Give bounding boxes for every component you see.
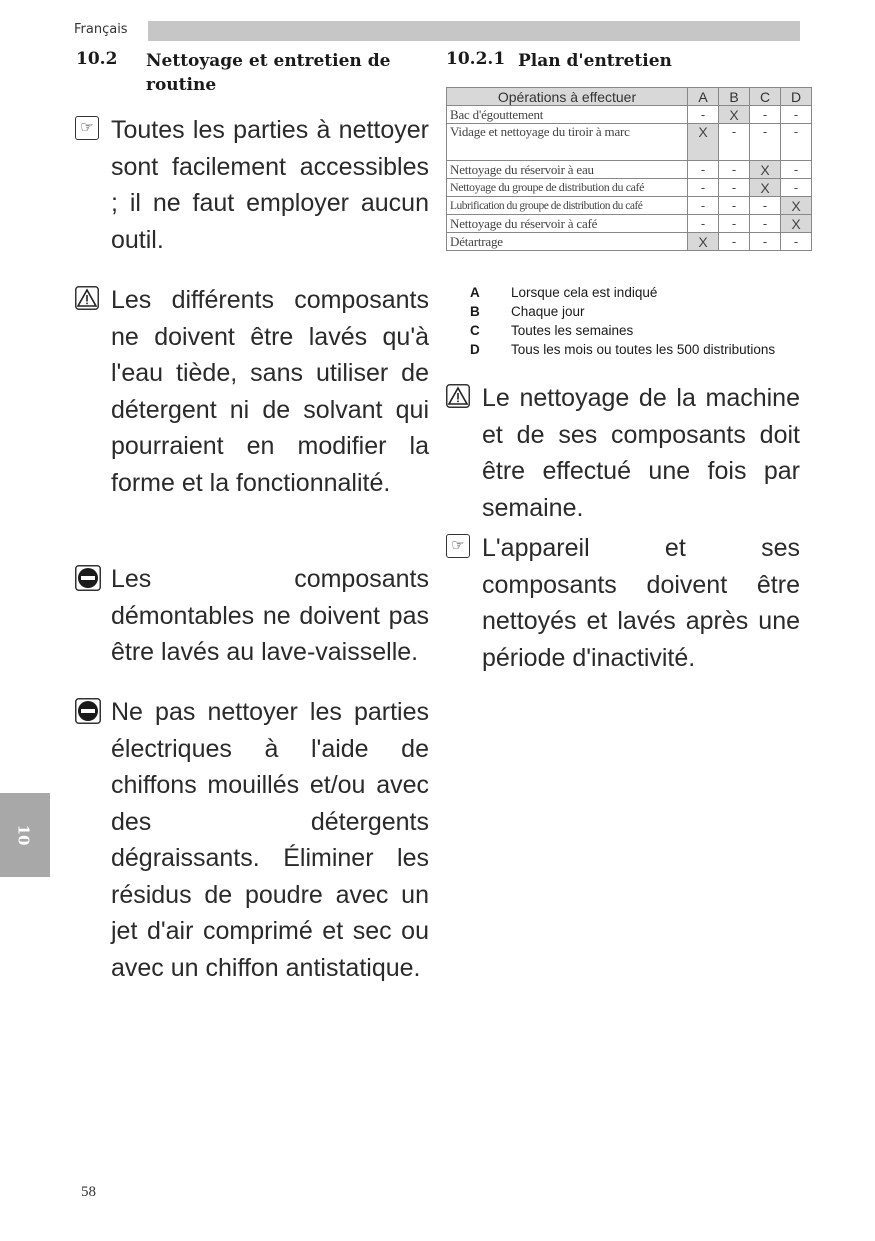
table-row — [447, 233, 812, 251]
legend-key: A — [470, 285, 480, 300]
table-row — [447, 106, 812, 124]
table-cell-operation: Vidage et nettoyage du tiroir à marc — [447, 124, 688, 161]
table-cell-operation: Nettoyage du réservoir à eau — [447, 161, 688, 179]
table-row — [447, 197, 812, 215]
legend-item — [470, 340, 775, 359]
header-d: D — [781, 88, 812, 106]
table-cell: - — [688, 197, 719, 215]
table-cell: X — [750, 179, 781, 197]
table-cell: - — [719, 215, 750, 233]
warning-icon — [446, 384, 470, 408]
legend-item — [470, 321, 775, 340]
legend-item — [470, 283, 775, 302]
warning-icon — [75, 286, 99, 310]
table-cell: X — [781, 215, 812, 233]
table-cell: - — [688, 161, 719, 179]
chapter-number: 10 — [14, 824, 33, 846]
table-header-row — [447, 88, 812, 106]
section-number: 10.2 — [76, 49, 118, 69]
table-cell: - — [750, 197, 781, 215]
table-cell: - — [750, 106, 781, 124]
subsection-number: 10.2.1 — [446, 49, 506, 69]
note-text: Toutes les parties à nettoyer sont facilement accessibles ; il ne faut employer aucun outil. — [111, 116, 429, 254]
table-cell: X — [719, 106, 750, 124]
table-cell: - — [750, 233, 781, 251]
table-legend — [470, 283, 775, 359]
table-cell: X — [750, 161, 781, 179]
table-cell: X — [688, 124, 719, 161]
legend-text: Tous les mois ou toutes les 500 distributions — [511, 342, 776, 357]
table-cell: X — [781, 197, 812, 215]
table-cell: - — [688, 106, 719, 124]
table-cell: - — [781, 233, 812, 251]
note-text: L'appareil et ses composants doivent être nettoyés et lavés après une période d'inactivité. — [482, 534, 800, 672]
header-bar — [148, 21, 800, 41]
prohibition-icon — [75, 698, 99, 722]
prohibition-icon — [75, 565, 99, 589]
table-cell-operation: Nettoyage du groupe de distribution du café — [447, 179, 688, 197]
table-cell: - — [688, 179, 719, 197]
note-text: Le nettoyage de la machine et de ses composants doit être effectué une fois par semaine. — [482, 384, 800, 522]
note-text: Les composants démontables ne doivent pas être lavés au lave-vaisselle. — [111, 565, 429, 666]
legend-key: B — [470, 304, 480, 319]
table-cell: X — [688, 233, 719, 251]
header-b: B — [719, 88, 750, 106]
table-row — [447, 161, 812, 179]
legend-text: Chaque jour — [511, 304, 585, 319]
table-cell: - — [719, 124, 750, 161]
legend-text: Toutes les semaines — [511, 323, 634, 338]
legend-key: C — [470, 323, 480, 338]
legend-item — [470, 302, 775, 321]
chapter-side-tab — [0, 793, 50, 877]
table-cell: - — [781, 179, 812, 197]
table-cell: - — [719, 233, 750, 251]
header-c: C — [750, 88, 781, 106]
language-label: Français — [74, 22, 128, 37]
legend-key: D — [470, 342, 480, 357]
table-row — [447, 179, 812, 197]
note-text: Les différents composants ne doivent être lavés qu'à l'eau tiède, sans utiliser de détergent ni de solvant qui pourraient en modifier la forme et la fonctionnalité. — [111, 286, 429, 497]
table-cell: - — [688, 215, 719, 233]
table-cell: - — [781, 106, 812, 124]
table-cell-operation: Nettoyage du réservoir à café — [447, 215, 688, 233]
table-cell: - — [719, 197, 750, 215]
table-cell: - — [781, 124, 812, 161]
maintenance-table — [446, 87, 812, 251]
table-row — [447, 215, 812, 233]
table-cell: - — [719, 179, 750, 197]
table-cell: - — [750, 124, 781, 161]
pointing-hand-icon: ☞ — [75, 116, 99, 140]
table-row — [447, 124, 812, 161]
table-cell-operation: Bac d'égouttement — [447, 106, 688, 124]
subsection-title: Plan d'entretien — [518, 51, 672, 71]
pointing-hand-icon: ☞ — [446, 534, 470, 558]
table-cell: - — [719, 161, 750, 179]
table-cell: - — [781, 161, 812, 179]
table-cell-operation: Lubrification du groupe de distribution du café — [447, 197, 688, 215]
header-operations: Opérations à effectuer — [447, 88, 688, 106]
table-cell-operation: Détartrage — [447, 233, 688, 251]
legend-text: Lorsque cela est indiqué — [511, 285, 658, 300]
note-text: Ne pas nettoyer les parties électriques à l'aide de chiffons mouillés et/ou avec des détergents dégraissants. Éliminer les résidus de poudre avec un jet d'air comprimé et sec ou avec un chiffon antistatique. — [111, 698, 429, 982]
page-number: 58 — [81, 1184, 96, 1200]
section-title: Nettoyage et entretien de routine — [146, 51, 391, 95]
header-a: A — [688, 88, 719, 106]
table-cell: - — [750, 215, 781, 233]
